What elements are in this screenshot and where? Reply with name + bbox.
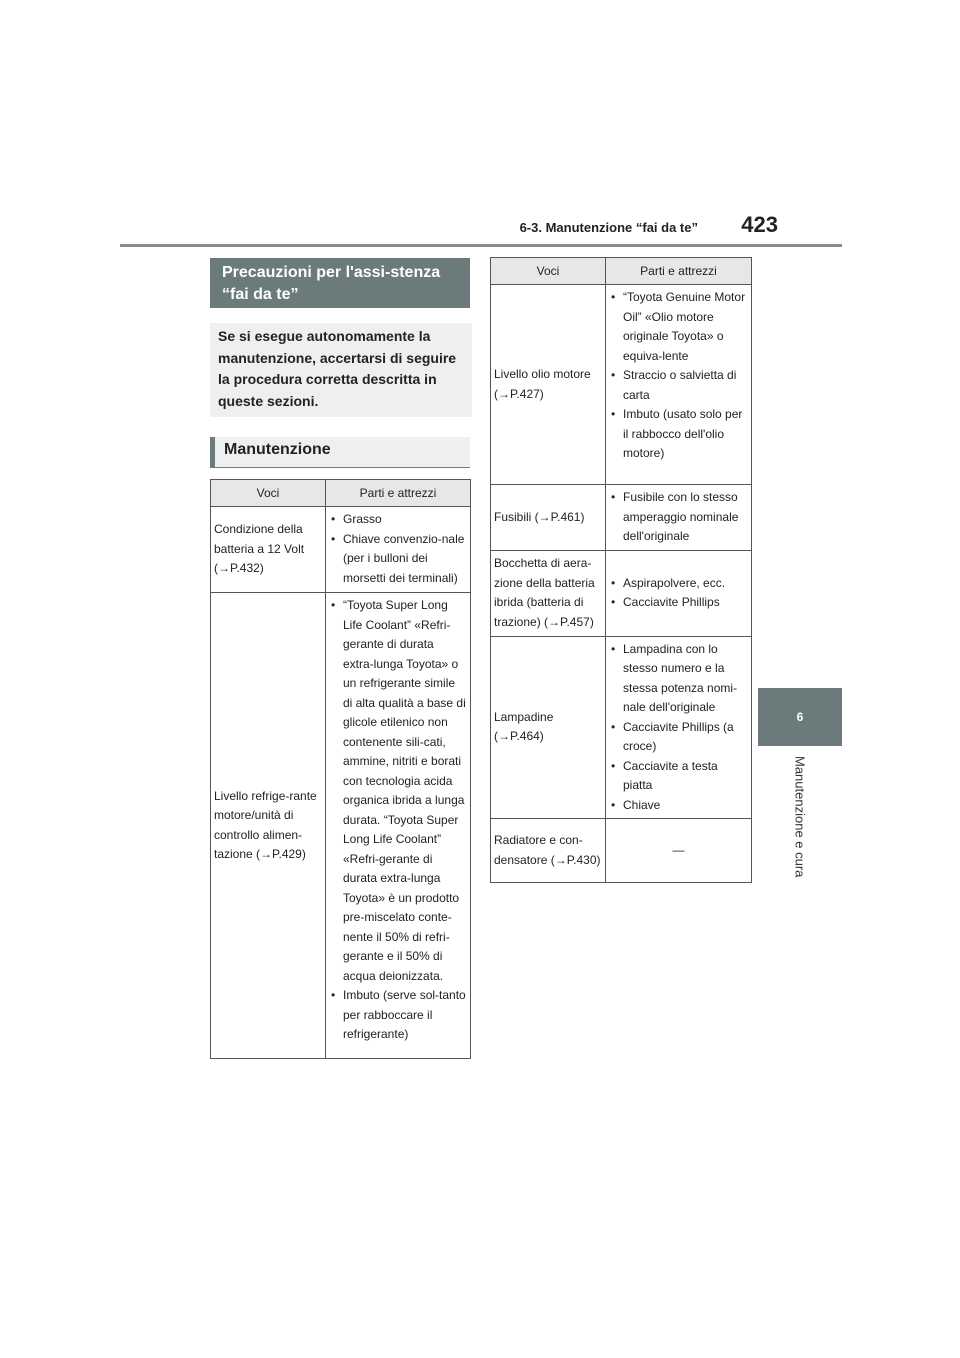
header-divider (120, 244, 842, 247)
list-item: • Aspirapolvere, ecc. (609, 574, 748, 594)
column-header-items: Voci (491, 258, 606, 285)
item-cell: Livello olio motore (→P.427) (491, 285, 606, 485)
table-row (491, 285, 752, 485)
list-item: • Chiave convenzio-nale (per i bulloni dei morsetti dei terminali) (329, 530, 467, 589)
page-number: 423 (741, 212, 778, 237)
precautions-intro: Se si esegue autonomamente la manutenzione, accertarsi di seguire la procedura corretta descritta in queste sezioni. (210, 323, 472, 417)
chapter-tab: 6 (758, 688, 842, 746)
precautions-title: Precauzioni per l'assi-stenza “fai da te” (210, 258, 470, 308)
table-row (211, 593, 471, 1059)
item-cell: Radiatore e con-densatore (→P.430) (491, 819, 606, 883)
list-item: • Cacciavite a testa piatta (609, 757, 748, 796)
parts-cell-empty: — (606, 819, 752, 883)
maintenance-heading: Manutenzione (210, 437, 470, 467)
parts-cell (606, 550, 752, 636)
list-item: • Straccio o salvietta di carta (609, 366, 748, 405)
list-item: • Cacciavite Phillips (609, 593, 748, 613)
parts-cell (606, 636, 752, 819)
list-item: • “Toyota Genuine Motor Oil” «Olio motore originale Toyota» o equiva-lente (609, 288, 748, 366)
maintenance-table-left (210, 479, 471, 1059)
table-row (491, 819, 752, 883)
column-header-items: Voci (211, 480, 326, 507)
item-cell: Bocchetta di aera-zione della batteria ibrida (batteria di trazione) (→P.457) (491, 550, 606, 636)
table-row (491, 550, 752, 636)
section-title: 6-3. Manutenzione “fai da te” (519, 220, 698, 235)
column-header-parts: Parti e attrezzi (606, 258, 752, 285)
list-item: • Chiave (609, 796, 748, 816)
chapter-label: Manutenzione e cura (792, 756, 808, 878)
list-item: • Imbuto (serve sol-tanto per rabboccare il refrigerante) (329, 986, 467, 1045)
list-item: • Lampadina con lo stesso numero e la stessa potenza nomi-nale dell'originale (609, 640, 748, 718)
item-cell: Livello refrige-rante motore/unità di controllo alimen-tazione (→P.429) (211, 593, 326, 1059)
list-item: • Grasso (329, 510, 467, 530)
parts-cell (606, 285, 752, 485)
column-header-parts: Parti e attrezzi (326, 480, 471, 507)
parts-cell (326, 507, 471, 593)
item-cell: Lampadine (→P.464) (491, 636, 606, 819)
item-cell: Fusibili (→P.461) (491, 485, 606, 551)
list-item: • “Toyota Super Long Life Coolant” «Refri-gerante di durata extra-lunga Toyota» o un refrigerante simile di alta qualità a base di glicole etilenico non contenente sili-cati, ammine, nitriti e borati con tecnologia acida organica ibrida a lunga durata. “Toyota Super Long Life Coolant” «Refri-gerante di durata extra-lunga Toyota» è un prodotto pre-miscelato conte-nente il 50% di refri-gerante e il 50% di acqua deionizzata. (329, 596, 467, 986)
list-item: • Fusibile con lo stesso amperaggio nominale dell'originale (609, 488, 748, 547)
list-item: • Cacciavite Phillips (a croce) (609, 718, 748, 757)
item-cell: Condizione della batteria a 12 Volt (→P.432) (211, 507, 326, 593)
maintenance-table-right (490, 257, 752, 883)
parts-cell (606, 485, 752, 551)
table-row (491, 485, 752, 551)
table-row (211, 507, 471, 593)
list-item: • Imbuto (usato solo per il rabbocco dell'olio motore) (609, 405, 748, 464)
table-row (491, 636, 752, 819)
parts-cell (326, 593, 471, 1059)
